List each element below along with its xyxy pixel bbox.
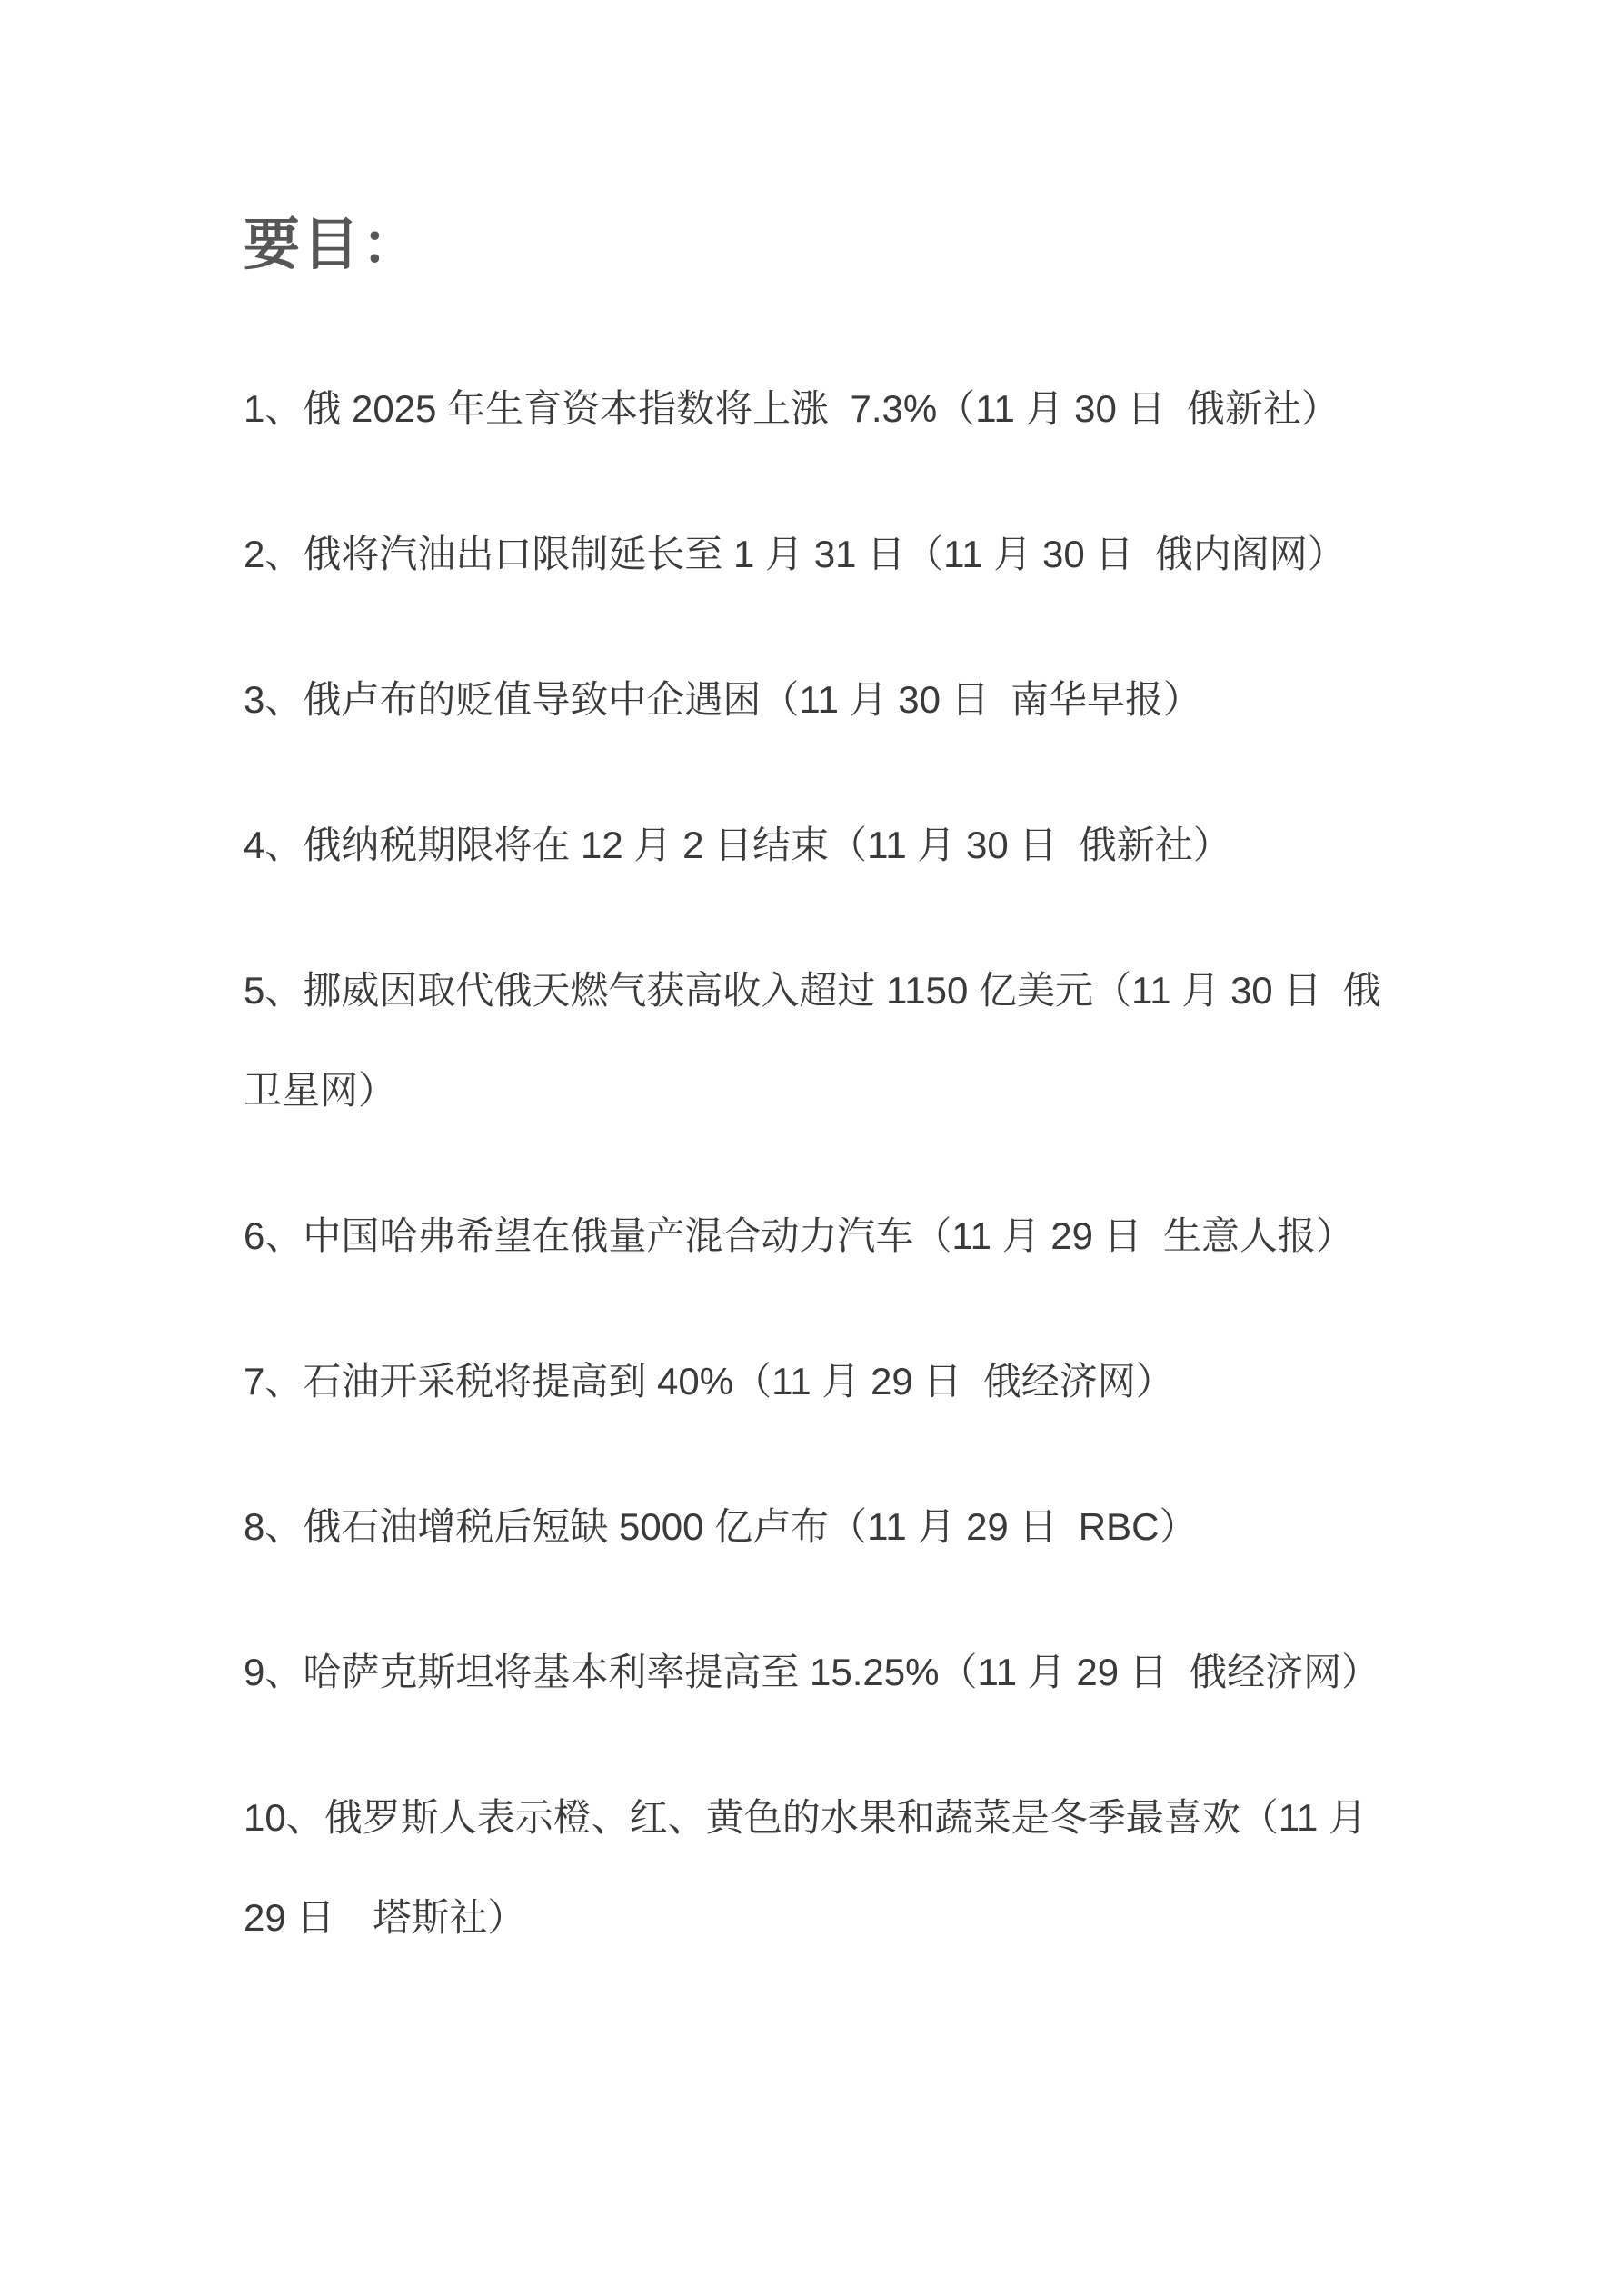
list-item: 7、石油开采税将提高到 40%（11 月 29 日 俄经济网） [244, 1360, 1174, 1403]
list-item: 8、俄石油增税后短缺 5000 亿卢布（11 月 29 日 RBC） [244, 1505, 1198, 1548]
list-item: 2、俄将汽油出口限制延长至 1 月 31 日（11 月 30 日 俄内阁网） [244, 533, 1346, 575]
list-item: 9、哈萨克斯坦将基本利率提高至 15.25%（11 月 29 日 俄经济网） [244, 1651, 1380, 1693]
list-item: 4、俄纳税期限将在 12 月 2 日结束（11 月 30 日 俄新社） [244, 824, 1231, 866]
list-item: 10、俄罗斯人表示橙、红、黄色的水果和蔬菜是冬季最喜欢（11 月 29 日 塔斯社） [244, 1796, 1378, 1939]
list-item: 1、俄 2025 年生育资本指数将上涨 7.3%（11 月 30 日 俄新社） [244, 387, 1339, 430]
list-item: 3、俄卢布的贬值导致中企遇困（11 月 30 日 南华早报） [244, 678, 1202, 721]
list-item: 5、挪威因取代俄天燃气获高收入超过 1150 亿美元（11 月 30 日 俄卫星网） [244, 969, 1381, 1112]
page-title: 要目： [244, 214, 422, 276]
list-item: 6、中国哈弗希望在俄量产混合动力汽车（11 月 29 日 生意人报） [244, 1214, 1355, 1257]
